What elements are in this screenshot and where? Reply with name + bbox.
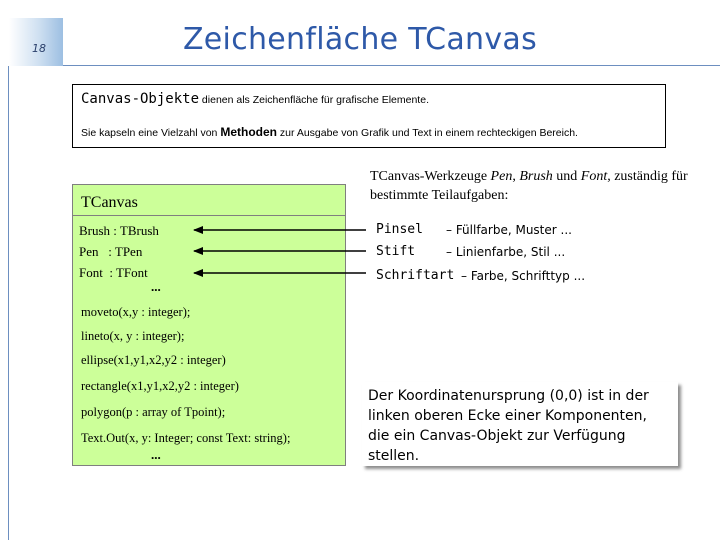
intro-term: Canvas-Objekte [81, 91, 200, 107]
attribute-pen: Pen : TPen [79, 244, 143, 259]
tools-heading-a: TCanvas-Werkzeuge [370, 169, 491, 184]
slide-title: Zeichenfläche TCanvas [182, 22, 538, 57]
method-lineto: lineto(x, y : integer); [81, 329, 185, 343]
tool-desc-pinsel: – Füllfarbe, Muster ... [446, 223, 572, 237]
tool-desc-stift: – Linienfarbe, Stil ... [446, 245, 566, 259]
method-ellipse: ellipse(x1,y1,x2,y2 : integer) [81, 353, 226, 367]
attributes-ellipsis: ... [151, 279, 161, 294]
method-polygon: polygon(p : array of Tpoint); [81, 405, 226, 419]
intro-line-2-a: Sie kapseln eine Vielzahl von [81, 127, 221, 139]
tools-heading-font: Font [580, 169, 608, 184]
method-textout: Text.Out(x, y: Integer; const Text: string); [81, 431, 291, 445]
method-rectangle: rectangle(x1,y1,x2,y2 : integer) [81, 379, 239, 393]
tools-heading-rest: , zuständig für bestimmte Teilaufgaben: [370, 169, 688, 203]
tools-heading-und: und [552, 169, 581, 184]
tool-name-schriftart: Schriftart [376, 268, 455, 283]
methods-ellipsis: ... [151, 447, 161, 462]
tools-heading-sep: , [512, 169, 520, 184]
intro-methods-term: Methoden [220, 125, 277, 139]
coordinate-note-box [362, 382, 678, 466]
intro-line-2-b: zur Ausgabe von Grafik und Text in einem rechteckigen Bereich. [277, 127, 578, 139]
coordinate-note-text: Der Koordinatenursprung (0,0) ist in der linken oberen Ecke einer Komponenten, die ein Canvas-Objekt zur Verfügung stellen. [368, 388, 649, 464]
tool-name-pinsel: Pinsel [376, 222, 423, 237]
tool-desc-schriftart: – Farbe, Schrifttyp ... [461, 269, 586, 283]
attribute-font: Font : TFont [79, 265, 148, 280]
tool-name-stift: Stift [376, 244, 416, 259]
class-name: TCanvas [81, 194, 138, 211]
intro-line-1-rest: dienen als Zeichenfläche für grafische Elemente. [199, 94, 429, 106]
slide-number: 18 [32, 42, 46, 55]
method-moveto: moveto(x,y : integer); [81, 305, 191, 319]
tools-heading-brush: Brush [519, 169, 553, 184]
tools-heading-pen: Pen [490, 169, 513, 184]
attribute-brush: Brush : TBrush [79, 223, 159, 238]
